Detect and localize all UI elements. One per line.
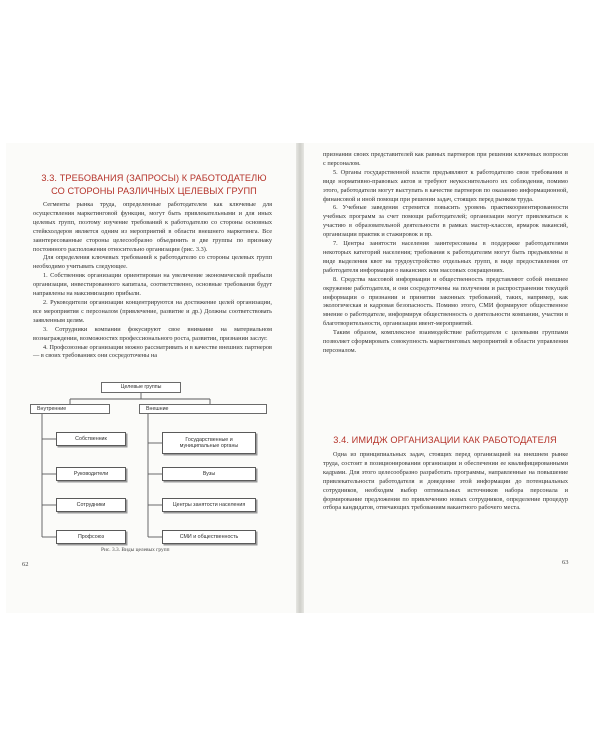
diagram-item-media: СМИ и общественность: [162, 530, 256, 544]
paragraph: Таким образом, комплексное взаимодействие работодателя с целевыми группами позволяет сформировать совокупность маркетинговых мероприятий в области управления персоналом.: [323, 329, 568, 354]
paragraph: 8. Средства массовой информации и общественность представляют собой внешнее окружение работодателя, и они сосредоточены на получении и распространении текущей информации о признании и принятии законных требований, таких, например, как экологическая и кадровая безопасность. Помимо этого, СМИ формируют общественное мнение о работодателе, информируя общественность о деятельности компании, участии в благотворительности, организации ивент-мероприятий.: [323, 275, 568, 328]
diagram-item-managers: Руководители: [56, 467, 126, 481]
diagram-internal-box: [30, 404, 110, 414]
paragraph: 3. Сотрудники компании фокусируют свое внимание на материальном вознаграждении, возможностях профессионального роста, развитии, признании заслуг.: [33, 325, 272, 342]
diagram-item-employment-centers: Центры занятости населения: [162, 498, 256, 512]
diagram-item-employees: Сотрудники: [56, 498, 126, 512]
diagram-external-label: Внешние: [146, 405, 169, 412]
page-number-left: 62: [22, 561, 29, 568]
paragraph: 1. Собственник организации ориентирован на увеличение экономической прибыли организации, инвестированного капитала, соответственно, основные требования будут направлены на максимизацию прибыли.: [33, 272, 272, 298]
figure-caption: Рис. 3.3. Виды целевых групп: [101, 547, 170, 553]
paragraph: Сегменты рынка труда, определенные работодателем как ключевые для осуществления маркетинговой функции, могут быть привлекательными и для иных целевых групп, поэтому изучение требований к работодателю со стороны основных стейкхолдеров является одним из мероприятий в области внешнего маркетинга. Все заинтересованные стороны целесообразно объединить в две группы по признаку постоянного расположения относительно организации (рис. 3.3).: [33, 201, 272, 253]
diagram-item-universities: Вузы: [162, 467, 256, 481]
right-body-text-2: [323, 451, 568, 513]
paragraph: Для определения ключевых требований к работодателю со стороны целевых групп необходимо учитывать следующее.: [33, 254, 272, 271]
paragraph: Одна из принципиальных задач, стоящих перед организацией на внешнем рынке труда, состоит в позиционировании организации и обеспечении ее квалифицированными кадрами. Для этого целесообразно разработать программы, направленные на повышение привлекательности работодателя и доведение этой информации до потенциальных сотрудников, необходим выбор оптимальных источников набора персонала и формирование предложения по привлечению новых сотрудников, определение процедур отбора кандидатов, отвечающих требованиям вакантного рабочего места.: [323, 451, 568, 512]
diagram-internal-label: Внутренние: [37, 405, 67, 412]
heading-line-1: 3.3. ТРЕБОВАНИЯ (ЗАПРОСЫ) К РАБОТОДАТЕЛЮ: [41, 173, 267, 183]
section-heading-3-4: 3.4. ИМИДЖ ОРГАНИЗАЦИИ КАК РАБОТОДАТЕЛЯ: [333, 435, 557, 445]
paragraph: 5. Органы государственной власти предъявляют к работодателю свои требования в виде нормативно-правовых актов и требуют неукоснительного их соблюдения, помимо этого, работодатели могут выступать в качестве партнеров по оказанию информационной, финансовой и иной помощи при решении задач, стоящих перед рынком труда.: [323, 168, 568, 203]
diagram-root-label: Целевые группы: [120, 384, 162, 391]
paragraph: 7. Центры занятости населения заинтересованы в поддержке работодателями некоторых категорий населения; требования к работодателям могут быть предъявлены в виде выделения квот на трудоустройство отдельных групп, в виде предоставления от работодателя информации о вакансиях или массовых сокращениях.: [323, 240, 568, 274]
right-body-text: [323, 151, 568, 356]
paragraph: 6. Учебные заведения стремятся повысить уровень практикоориентированности учебных программ за счет помощи работодателей; организации могут привлекаться к участию в образовательной деятельности в рамках мастер-классов, ярмарок вакансий, организации практик и стажировок и пр.: [323, 204, 568, 239]
diagram-item-government: Государственные и муниципальные органы: [162, 432, 256, 454]
page-number-right: 63: [562, 559, 569, 566]
diagram-item-union: Профсоюз: [56, 530, 126, 544]
paragraph: признании своих представителей как равных партнеров при решении ключевых вопросов с персоналом.: [323, 151, 568, 167]
heading-line-2: СО СТОРОНЫ РАЗЛИЧНЫХ ЦЕЛЕВЫХ ГРУПП: [51, 185, 257, 196]
diagram-root-box: [101, 382, 181, 393]
paragraph: 4. Профсоюзные организации можно рассматривать и в качестве внешних партнеров — в своих требованиях они сосредоточены на: [33, 343, 272, 360]
paragraph: 2. Руководители организации концентрируются на достижение целей организации, все мероприятия с персоналом (привлечение, развитие и др.) Должны соответствовать заявленным целям.: [33, 298, 272, 324]
diagram-external-box: [139, 404, 267, 414]
diagram-item-owner: Собственник: [56, 432, 126, 446]
